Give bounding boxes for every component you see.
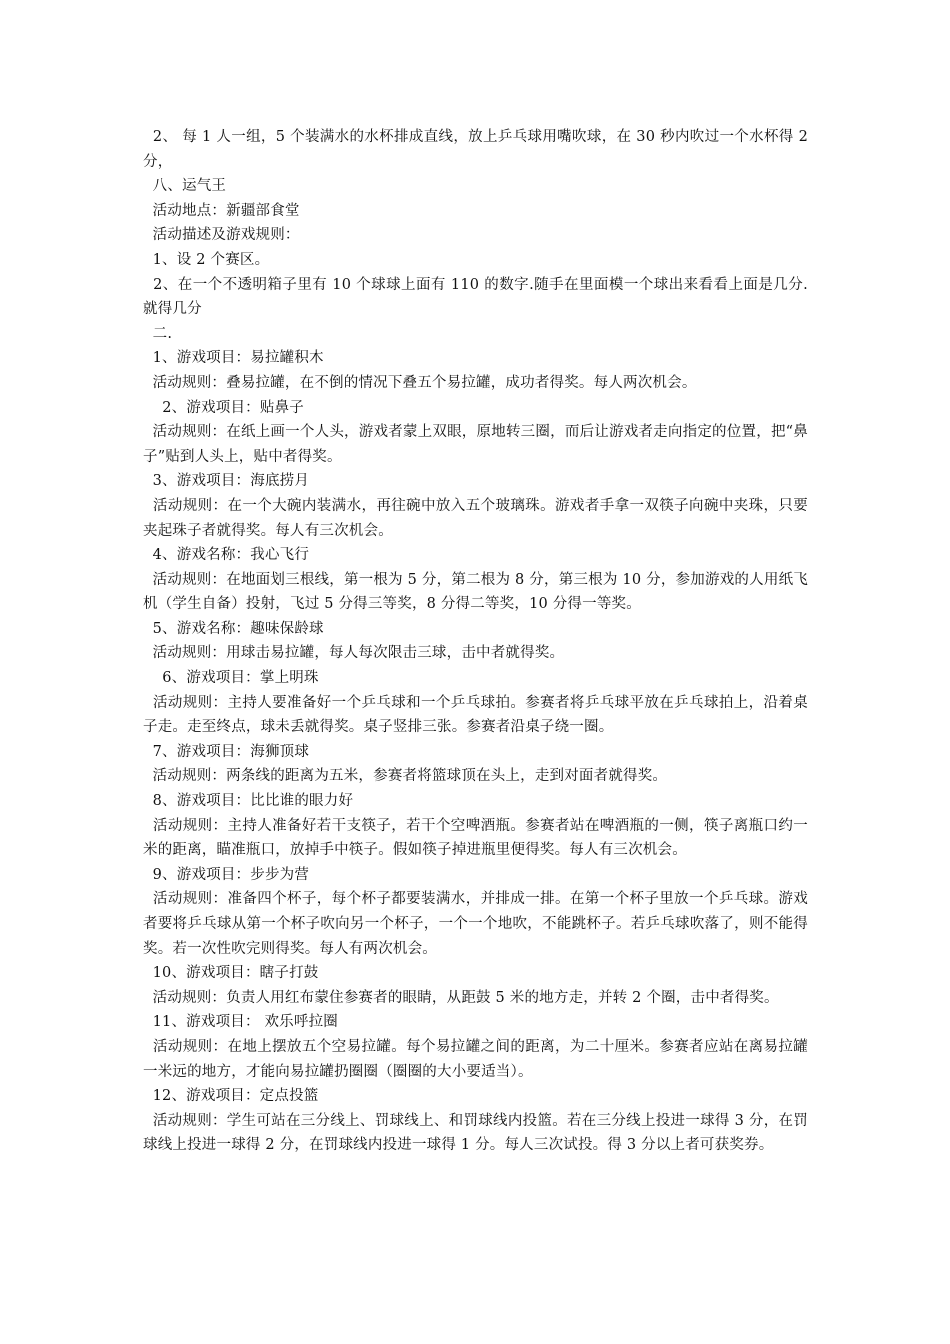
game-title: 3、游戏项目：海底捞月 xyxy=(143,473,310,490)
paragraph: 2、 每 1 人一组，5 个装满水的水杯排成直线，放上乒乓球用嘴吹球，在 30 秒内吹过一个水杯得 2 分， xyxy=(143,129,813,170)
game-title: 9、游戏项目：步步为营 xyxy=(143,866,310,883)
paragraph: 活动描述及游戏规则： xyxy=(143,227,300,244)
document-body xyxy=(143,125,813,1158)
game-rule: 活动规则：在纸上画一个人头，游戏者蒙上双眼，原地转三圈，而后让游戏者走向指定的位置，把“鼻子”贴到人头上，贴中者得奖。 xyxy=(143,424,808,465)
game-rule: 活动规则：用球击易拉罐，每人每次限击三球，击中者就得奖。 xyxy=(143,645,565,662)
section-heading: 八、运气王 xyxy=(143,178,227,195)
game-title: 7、游戏项目：海狮顶球 xyxy=(143,743,310,760)
paragraph: 2、在一个不透明箱子里有 10 个球球上面有 110 的数字.随手在里面模一个球出来看看上面是几分.就得几分 xyxy=(143,276,808,318)
game-title: 12、游戏项目：定点投篮 xyxy=(143,1088,319,1105)
paragraph: 活动地点：新疆部食堂 xyxy=(143,202,300,219)
game-title: 2、游戏项目：贴鼻子 xyxy=(143,399,304,416)
game-rule: 活动规则：叠易拉罐，在不倒的情况下叠五个易拉罐，成功者得奖。每人两次机会。 xyxy=(143,374,697,391)
game-rule: 活动规则：学生可站在三分线上、罚球线上、和罚球线内投篮。若在三分线上投进一球得 3 分，在罚球线上投进一球得 2 分，在罚球线内投进一球得 1 分。每人三次试投。得 3 分以上者可获奖券。 xyxy=(143,1112,809,1154)
game-title: 11、游戏项目： 欢乐呼拉圈 xyxy=(143,1014,338,1031)
game-rule: 活动规则：负责人用红布蒙住参赛者的眼睛，从距鼓 5 米的地方走，并转 2 个圈，击中者得奖。 xyxy=(143,989,779,1006)
game-rule: 活动规则：主持人准备好若干支筷子，若干个空啤酒瓶。参赛者站在啤酒瓶的一侧，筷子离瓶口约一米的距离，瞄准瓶口，放掉手中筷子。假如筷子掉进瓶里便得奖。每人有三次机会。 xyxy=(143,817,808,859)
game-title: 6、游戏项目：掌上明珠 xyxy=(143,670,319,687)
game-title: 1、游戏项目：易拉罐积木 xyxy=(143,350,324,367)
game-title: 5、游戏名称：趣味保龄球 xyxy=(143,620,324,637)
game-title: 8、游戏项目：比比谁的眼力好 xyxy=(143,793,354,810)
game-rule: 活动规则：准备四个杯子，每个杯子都要装满水，并排成一排。在第一个杯子里放一个乒乓球。游戏者要将乒乓球从第一个杯子吹向另一个杯子，一个一个地吹，不能跳杯子。若乒乓球吹落了，则不能得奖。若一次性吹完则得奖。每人有两次机会。 xyxy=(143,891,808,957)
game-rule: 活动规则：在地上摆放五个空易拉罐。每个易拉罐之间的距离，为二十厘米。参赛者应站在离易拉罐一米远的地方，才能向易拉罐扔圈圈（圈圈的大小要适当）。 xyxy=(143,1038,808,1080)
game-rule: 活动规则：在一个大碗内装满水，再往碗中放入五个玻璃珠。游戏者手拿一双筷子向碗中夹珠，只要夹起珠子者就得奖。每人有三次机会。 xyxy=(143,497,808,539)
paragraph: 1、设 2 个赛区。 xyxy=(143,251,270,268)
game-rule: 活动规则：主持人要准备好一个乒乓球和一个乒乓球拍。参赛者将乒乓球平放在乒乓球拍上，沿着桌子走。走至终点，球未丢就得奖。桌子竖排三张。参赛者沿桌子绕一圈。 xyxy=(143,694,808,736)
game-rule: 活动规则：在地面划三根线，第一根为 5 分，第二根为 8 分，第三根为 10 分，参加游戏的人用纸飞机（学生自备）投射，飞过 5 分得三等奖，8 分得二等奖，10 分得一等奖。 xyxy=(143,571,808,613)
section-heading: 二. xyxy=(143,325,173,342)
game-title: 10、游戏项目：瞎子打鼓 xyxy=(143,965,319,982)
game-title: 4、游戏名称：我心飞行 xyxy=(143,547,310,564)
game-rule: 活动规则：两条线的距离为五米，参赛者将篮球顶在头上，走到对面者就得奖。 xyxy=(143,768,668,785)
